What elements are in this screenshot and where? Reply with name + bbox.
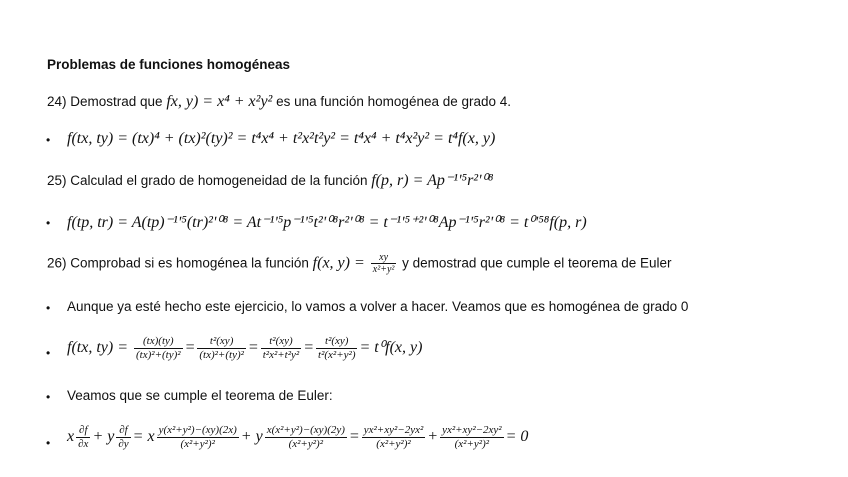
fraction-numerator: yx²+xy²−2yx²	[363, 424, 424, 436]
problem-26-suffix: y demostrad que cumple el teorema de Euler	[398, 255, 672, 271]
euler-zero: = 0	[505, 428, 529, 446]
problem-26-prefix: 26) Comprobad si es homogénea la función	[47, 255, 313, 271]
homogeneity-fraction-1	[134, 335, 183, 362]
problem-25-prefix: 25) Calculad el grado de homogeneidad de la función	[47, 173, 372, 188]
fraction-denominator: x²+y²	[372, 264, 395, 275]
problem-26-bullet-1: Aunque ya esté hecho este ejercicio, lo vamos a volver a hacer. Veamos que es homogénea de grado 0	[67, 299, 689, 314]
fraction-denominator: (x²+y²)²	[376, 438, 411, 450]
euler-fraction-a	[157, 424, 239, 451]
fraction-denominator: t²x²+t²y²	[262, 349, 300, 361]
euler-partial-x	[76, 424, 90, 451]
euler-plus-y: + y	[92, 428, 115, 446]
euler-x: x	[67, 428, 75, 446]
euler-fraction-b	[265, 424, 347, 451]
fraction-numerator: t²(xy)	[261, 335, 302, 349]
bullet-icon: •	[46, 346, 51, 360]
fraction-numerator: xy	[371, 252, 397, 264]
bullet-icon: •	[46, 436, 51, 450]
euler-partial-y	[116, 424, 130, 451]
euler-eq-x: = x	[132, 428, 155, 446]
fraction-denominator: (tx)²+(ty)²	[136, 349, 181, 361]
bullet-icon: •	[46, 216, 51, 230]
problem-26-euler	[67, 424, 528, 451]
fraction-denominator: ∂x	[78, 438, 89, 450]
problem-26-bullet-2: Veamos que se cumple el teorema de Euler:	[67, 388, 333, 403]
fraction-numerator: ∂f	[116, 424, 130, 438]
fraction-numerator: yx²+xy²−2xy²	[442, 424, 502, 436]
fraction-denominator: ∂y	[118, 438, 129, 450]
euler-plus: +	[427, 428, 439, 446]
fraction-numerator: y(x²+y²)−(xy)(2x)	[158, 424, 237, 436]
problem-25-statement	[47, 170, 494, 190]
problem-24-statement	[47, 93, 511, 111]
fraction-denominator: (x²+y²)²	[288, 438, 324, 450]
bullet-icon: •	[46, 133, 51, 147]
homogeneity-fraction-2	[197, 335, 246, 362]
fraction-numerator: ∂f	[76, 424, 90, 438]
fraction-numerator: x(x²+y²)−(xy)(2y)	[266, 424, 345, 436]
fraction-denominator: t²(x²+y²)	[318, 349, 356, 361]
euler-fraction-c	[362, 424, 426, 451]
problem-24-suffix: es una función homogénea de grado 4.	[272, 94, 512, 109]
homogeneity-fraction-4	[316, 335, 357, 362]
problem-26-homogeneity: f(tx, ty) = $\frac{(tx)(ty)}{\text{(tx)²+(ty)²}}$ = $\frac{\text{t²(xy)}}{\text{(tx)²+(ty)²}}$ = $\frac{\text{t²(xy)}}{\text{t²x²+t²y²}}$ = $\frac{\text{t²(xy)}}{\text{t²(x²+y²)}}$ = t⁰f(x, y)	[67, 335, 423, 361]
problem-24-formula: fx, y) = x⁴ + x²y²	[166, 93, 273, 110]
fraction-denominator: (tx)²+(ty)²	[199, 349, 244, 361]
homogeneity-lhs: f(tx, ty) =	[67, 339, 132, 357]
euler-equals: =	[348, 428, 360, 446]
problem-26-fraction	[371, 252, 397, 275]
homogeneity-rhs: = t⁰f(x, y)	[359, 339, 423, 357]
bullet-icon: •	[46, 390, 51, 404]
euler-plus-y-2: + y	[240, 428, 263, 446]
problem-25-solution: f(tp, tr) = A(tp)⁻¹ʹ⁵(tr)²ʹ⁰⁸ = At⁻¹ʹ⁵p⁻¹ʹ⁵t²ʹ⁰⁸r²ʹ⁰⁸ = t⁻¹ʹ⁵⁺²ʹ⁰⁸Ap⁻¹ʹ⁵r²ʹ⁰⁸ = t⁰ʹ⁵⁸f(p, r)	[67, 214, 587, 231]
problem-25-formula: f(p, r) = Ap⁻¹ʹ⁵r²ʹ⁰⁸	[371, 172, 494, 189]
homogeneity-fraction-3	[261, 335, 302, 362]
document-title: Problemas de funciones homogéneas	[47, 57, 291, 72]
problem-26-formula-lhs: f(x, y) =	[312, 254, 369, 272]
problem-24-solution: f(tx, ty) = (tx)⁴ + (tx)²(ty)² = t⁴x⁴ + t²x²t²y² = t⁴x⁴ + t⁴x²y² = t⁴f(x, y)	[67, 130, 496, 147]
problem-24-prefix: 24) Demostrad que	[47, 94, 167, 109]
euler-fraction-d	[440, 424, 504, 451]
fraction-numerator: t²(xy)	[316, 335, 357, 349]
fraction-numerator: t²(xy)	[197, 335, 246, 349]
bullet-icon: •	[46, 301, 51, 315]
fraction-numerator: (tx)(ty)	[134, 335, 183, 349]
problem-26-statement	[47, 252, 672, 275]
fraction-denominator: (x²+y²)²	[180, 438, 215, 450]
fraction-denominator: (x²+y²)²	[454, 438, 490, 450]
